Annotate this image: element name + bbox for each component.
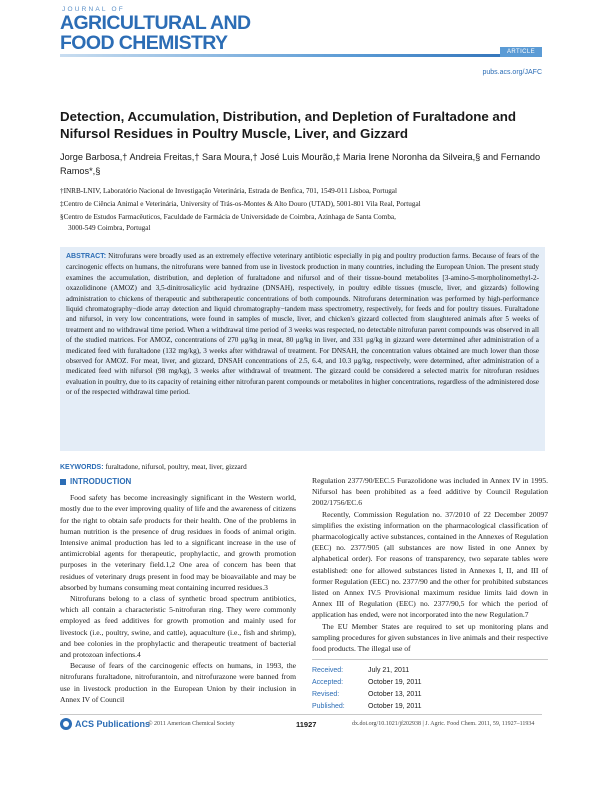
article-type-tab: ARTICLE — [500, 47, 542, 57]
date-label: Accepted: — [312, 679, 344, 686]
affiliation-3 — [60, 212, 550, 234]
doi-citation-link[interactable]: dx.doi.org/10.1021/jf202938 | J. Agric. Food Chem. 2011, 59, 11927–11934 — [352, 721, 535, 727]
affiliation-2-line1: ‡Centro de Ciência Animal e Veterinária, University of Trás-os-Montes & Alto Douro (UTAD), 5001-801 Vila Real, Portugal — [60, 200, 421, 208]
keywords-label: KEYWORDS: — [60, 464, 104, 471]
affiliation-1 — [60, 186, 550, 197]
date-label: Revised: — [312, 691, 340, 698]
affiliation-2 — [60, 199, 550, 210]
footer-rule — [60, 714, 542, 715]
date-value: October 19, 2011 — [368, 679, 422, 686]
intro-paragraph: Regulation 2377/90/EEC.5 Furazolidone was included in Annex IV in 1995. Nifursol has been prohibited as a feed additive by Council Regulation 2002/1756/EC.6 — [312, 476, 548, 508]
date-value: October 19, 2011 — [368, 703, 422, 710]
date-accepted — [312, 677, 548, 689]
affiliation-1-line1: †INRB-LNIV, Laboratório Nacional de Investigação Veterinária, Estrada de Benfica, 701, 1549-011 Lisboa, Portugal — [60, 187, 397, 195]
introduction-heading — [60, 476, 296, 487]
intro-paragraph: Recently, Commission Regulation no. 37/2010 of 22 December 20097 simplifies the existing information on the pharmacological classification of pharmacologically active substances, contained in the Annexes of Regulation (EEC) no. 2377/905 (all substances are now listed in one Annex by alphabetical order). For reasons of transparency, two separate tables were established: one for allowed substances listed in Annexes I, II, and III of former Regulation (EEC) no. 2377/90 and the other for prohibited substances listed on Annex IV.5 Provisional maximum residue limits laid down in Annex III of Regulation (EEC) no. 2377/90,5 for which the period of application has ended, were not incorporated into the new Regulation.7 — [312, 509, 548, 620]
abstract-label: ABSTRACT: — [66, 253, 107, 260]
publication-dates — [312, 659, 548, 713]
body-column-left — [60, 476, 296, 705]
abstract-box — [60, 247, 545, 451]
date-published — [312, 701, 548, 713]
keywords-text: furaltadone, nifursol, poultry, meat, liver, gizzard — [105, 463, 247, 471]
acs-publications-logo[interactable] — [60, 718, 150, 730]
affiliations — [60, 186, 550, 236]
affiliation-3-line1: §Centro de Estudos Farmacêuticos, Faculdade de Farmácia de Universidade de Coimbra, Azinhaga de Santa Comba, — [60, 213, 396, 221]
affiliation-3-line2: 3000-549 Coimbra, Portugal — [68, 224, 151, 232]
intro-paragraph: Food safety has become increasingly significant in the Western world, mostly due to the ever improving quality of life and the awareness of citizens for the right to obtain safe products for their health. One of the problems in human nutrition is the presence of drug residues in foods of animal origin. Intensive animal production has led to a significant increase in the use of antimicrobial agents for therapeutic, prophylactic, and growth promotion purposes in the veterinary field.1,2 One area of concern has been that residues of veterinary drugs present in food may be bioavailable and may be absorbed by humans consuming meat containing incurred residues.3 — [60, 493, 296, 592]
intro-paragraph: Because of fears of the carcinogenic effects on humans, in 1993, the nitrofurans furaltadone, nitrofurantoin, and nitrofurazone were banned from use in livestock production in the European Union by their inclusion in Annex IV of Council — [60, 661, 296, 704]
header-rule — [60, 54, 542, 57]
date-received — [312, 665, 548, 677]
abstract-text: Nitrofurans were broadly used as an extremely effective veterinary antibiotic especially in pig and poultry production farms. Because of fears of the carcinogenic effects on humans, the nitrofurans were banned from use in livestock production in many countries, including the European Union. The present study examines the accumulation, distribution, and depletion of furaltadone and nifursol and of their tissue-bound metabolites [3-amino-5-morpholinomethyl-2-oxazolidinone (AMOZ) and 3,5-dinitrosalicylic acid hydrazine (DNSAH), respectively, in poultry edible tissues (muscle, liver, and gizzards) following administration to chickens of therapeutic and subtherapeutic concentrations of both compounds. Nitrofurans determination was performed by high-performance liquid chromatography−diode array detection and liquid chromatography−tandem mass spectrometry, respectively, for feeds and for poultry tissues. Furaltadone and nifursol, in very low concentrations, were found in samples of muscle, liver, and chicken's gizzard collected from slaughtered animals after 5 weeks of treatment and no withdrawal time period. When a withdrawal time period of 3 weeks was respected, no detectable nitrofuran parent compounds was observed in all of the studied matrices. For AMOZ, concentrations of 270 μg/kg in meat, 80 μg/kg in liver, and 331 μg/kg in gizzard were determined after administration of a medicated feed with furaltadone (132 mg/kg), 3 weeks after withdrawal of treatment. For DNSAH, the concentration values obtained are much lower than those observed for AMOZ. For meat, liver, and gizzard, DNSAH concentrations of 2.5, 6.4, and 10.3 μg/kg, respectively, were determined, after administration of a medicated feed with nifursol (98 mg/kg), 3 weeks after withdrawal of treatment. The gizzard could be considered a selected matrix for nitrofuran residues evaluation in poultry, due to its capacity of retaining either nitrofuran parent compounds or metabolites in higher concentrations, regardless of the administered dose or of the respected withdrawal time period. — [66, 252, 539, 397]
journal-kicker: JOURNAL OF — [62, 6, 125, 13]
journal-url-link[interactable]: pubs.acs.org/JAFC — [482, 69, 542, 76]
acs-logo-icon — [60, 718, 72, 730]
date-label: Received: — [312, 667, 344, 674]
date-value: October 13, 2011 — [368, 691, 422, 698]
acs-logo-text: ACS Publications — [75, 719, 151, 729]
copyright-notice: © 2011 American Chemical Society — [148, 721, 235, 727]
intro-paragraph: Nitrofurans belong to a class of synthetic broad spectrum antibiotics, which all contain a characteristic 5-nitrofuran ring. They were commonly employed as feed additives for growth promotion and mainly used for livestock (i.e., poultry, swine, and cattle), aquaculture (i.e., fish and shrimp), and bee colonies in the prophylactic and therapeutic treatment of bacterial and protozoan infections.4 — [60, 594, 296, 660]
intro-paragraph: The EU Member States are required to set up monitoring plans and sampling procedures for given substances in live animals and their respective food products. The illegal use of — [312, 621, 548, 654]
body-column-right — [312, 475, 548, 654]
page-number: 11927 — [296, 720, 317, 729]
journal-title-line2: FOOD CHEMISTRY — [60, 32, 228, 54]
date-revised — [312, 689, 548, 701]
journal-title-line1: AGRICULTURAL AND — [60, 12, 251, 34]
date-label: Published: — [312, 703, 345, 710]
keywords-line — [60, 463, 247, 471]
article-title: Detection, Accumulation, Distribution, and Depletion of Furaltadone and Nifursol Residues in Poultry Muscle, Liver, and Gizzard — [60, 109, 517, 141]
section-square-icon — [60, 479, 66, 485]
author-list: Jorge Barbosa,† Andreia Freitas,† Sara Moura,† José Luis Mourão,‡ Maria Irene Noronha da Silveira,§ and Fernando Ramos*,§ — [60, 152, 541, 176]
introduction-heading-text: INTRODUCTION — [70, 477, 132, 486]
date-value: July 21, 2011 — [368, 667, 410, 674]
